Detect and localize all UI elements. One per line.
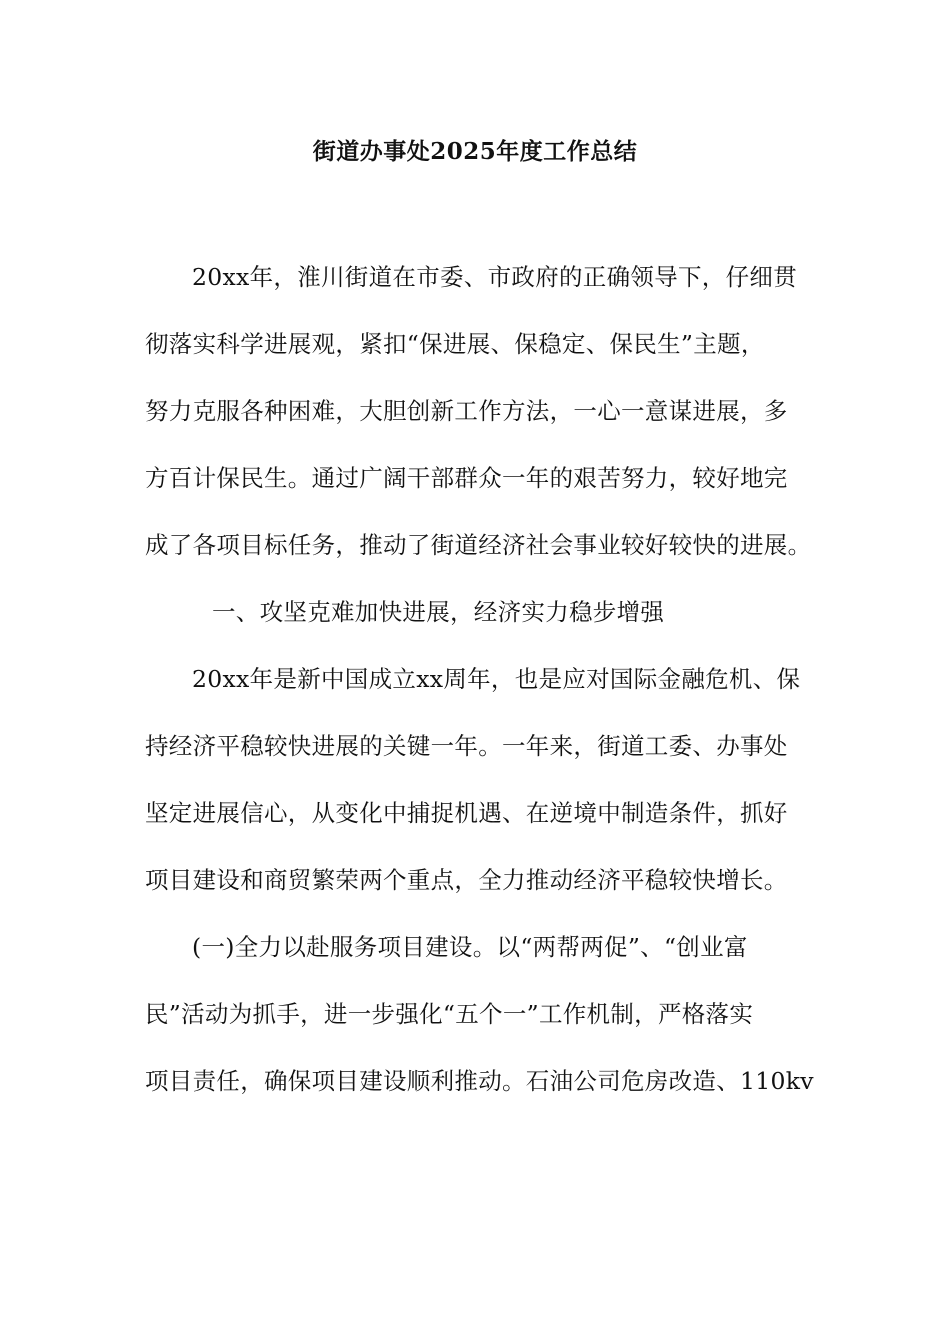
paragraph-line: 彻落实科学进展观，紧扣“保进展、保稳定、保民生”主题， — [145, 330, 765, 358]
paragraph-line: 20xx年是新中国成立xx周年，也是应对国际金融危机、保 — [192, 665, 801, 693]
paragraph-line: (一)全力以赴服务项目建设。以“两帮两促”、“创业富 — [192, 933, 748, 961]
paragraph-line: 努力克服各种困难，大胆创新工作方法，一心一意谋进展，多 — [145, 397, 788, 425]
paragraph-line: 20xx年，淮川街道在市委、市政府的正确领导下，仔细贯 — [192, 263, 798, 291]
paragraph-line: 成了各项目标任务，推动了街道经济社会事业较好较快的进展。 — [145, 531, 812, 559]
paragraph-line: 坚定进展信心，从变化中捕捉机遇、在逆境中制造条件，抓好 — [145, 799, 788, 827]
paragraph-line: 持经济平稳较快进展的关键一年。一年来，街道工委、办事处 — [145, 732, 788, 760]
paragraph-line: 项目建设和商贸繁荣两个重点，全力推动经济平稳较快增长。 — [145, 866, 788, 894]
section-heading: 一、攻坚克难加快进展，经济实力稳步增强 — [212, 598, 665, 626]
paragraph-line: 项目责任，确保项目建设顺利推动。石油公司危房改造、110kv — [145, 1067, 814, 1095]
document-body — [145, 257, 814, 1128]
paragraph-line: 方百计保民生。通过广阔干部群众一年的艰苦努力，较好地完 — [145, 464, 788, 492]
document-title: 街道办事处2025年度工作总结 — [312, 138, 638, 165]
paragraph-line: 民”活动为抓手，进一步强化“五个一”工作机制，严格落实 — [145, 1000, 754, 1028]
